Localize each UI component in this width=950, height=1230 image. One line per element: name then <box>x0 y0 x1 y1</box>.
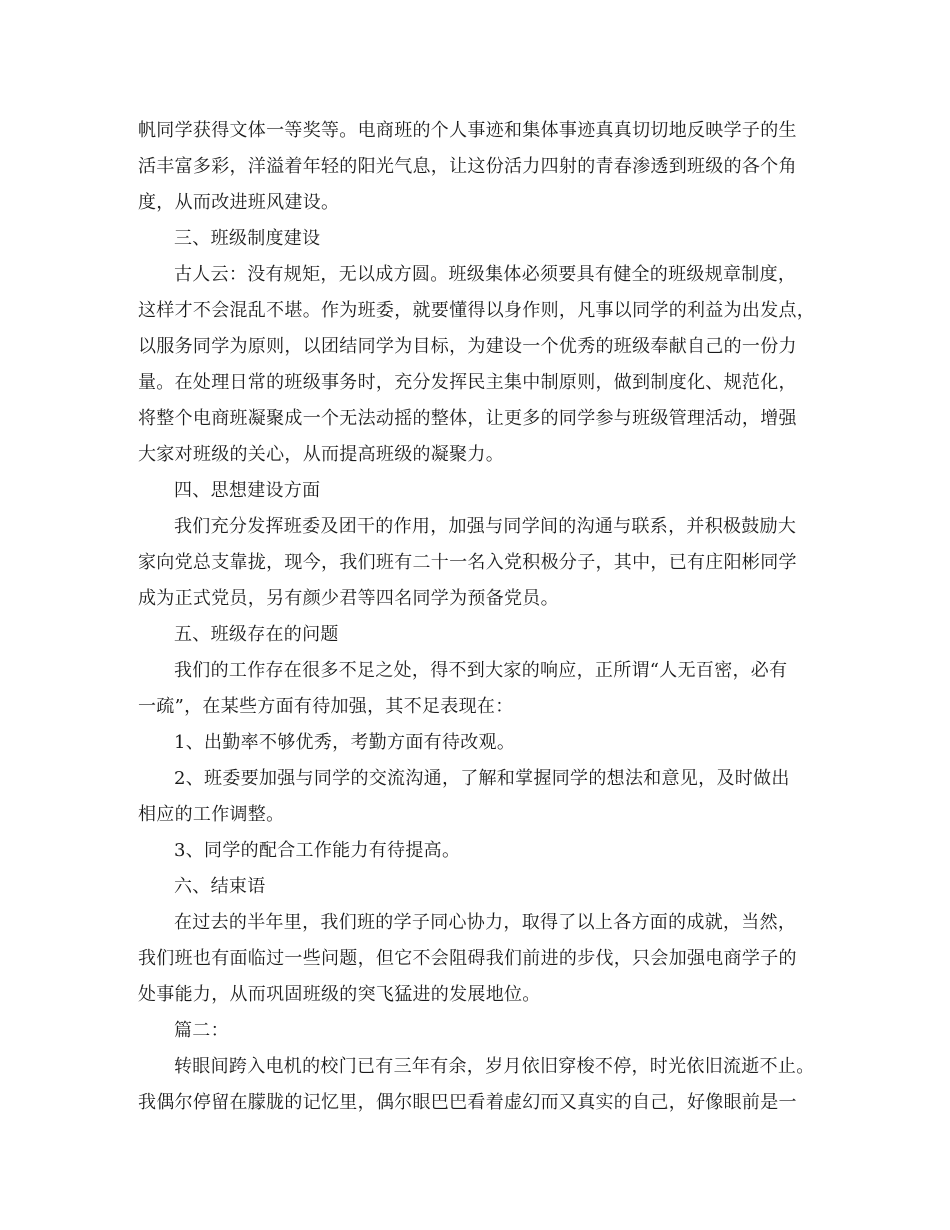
document-line: 三、班级制度建设 <box>174 228 321 249</box>
document-line: 我们的工作存在很多不足之处，得不到大家的响应，正所谓“人无百密，必有 <box>174 660 788 681</box>
document-line: 转眼间跨入电机的校门已有三年有余，岁月依旧穿梭不停，时光依旧流逝不止。 <box>174 1056 815 1077</box>
document-line: 量。在处理日常的班级事务时，充分发挥民主集中制原则，做到制度化、规范化， <box>138 372 797 393</box>
document-line: 我们班也有面临过一些问题，但它不会阻碍我们前进的步伐，只会加强电商学子的 <box>138 948 797 969</box>
document-line: 大家对班级的关心，从而提高班级的凝聚力。 <box>138 444 504 465</box>
document-line: 古人云：没有规矩，无以成方圆。班级集体必须要具有健全的班级规章制度， <box>174 264 797 285</box>
document-line: 处事能力，从而巩固班级的突飞猛进的发展地位。 <box>138 984 541 1005</box>
document-line: 我们充分发挥班委及团干的作用，加强与同学间的沟通与联系，并积极鼓励大 <box>174 516 797 537</box>
document-line: 成为正式党员，另有颜少君等四名同学为预备党员。 <box>138 588 559 609</box>
document-line: 五、班级存在的问题 <box>174 624 339 645</box>
document-body <box>138 116 828 1118</box>
document-line: 篇二： <box>174 1020 229 1041</box>
document-line: 相应的工作调整。 <box>138 804 285 825</box>
document-line: 将整个电商班凝聚成一个无法动摇的整体，让更多的同学参与班级管理活动，增强 <box>138 408 797 429</box>
document-line: 家向党总支靠拢，现今，我们班有二十一名入党积极分子，其中，已有庄阳彬同学 <box>138 552 797 573</box>
document-line: 以服务同学为原则，以团结同学为目标，为建设一个优秀的班级奉献自己的一份力 <box>138 336 797 357</box>
document-line: 我偶尔停留在朦胧的记忆里，偶尔眼巴巴看着虚幻而又真实的自己，好像眼前是一 <box>138 1092 797 1113</box>
document-line: 一疏”，在某些方面有待加强，其不足表现在： <box>138 696 514 717</box>
document-line: 2、班委要加强与同学的交流沟通，了解和掌握同学的想法和意见，及时做出 <box>174 768 790 789</box>
document-line: 六、结束语 <box>174 876 266 897</box>
document-line: 1、出勤率不够优秀，考勤方面有待改观。 <box>174 732 516 753</box>
document-line: 在过去的半年里，我们班的学子同心协力，取得了以上各方面的成就，当然， <box>174 912 797 933</box>
document-line: 这样才不会混乱不堪。作为班委，就要懂得以身作则，凡事以同学的利益为出发点， <box>138 300 816 321</box>
document-line: 度，从而改进班风建设。 <box>138 192 340 213</box>
document-line: 活丰富多彩，洋溢着年轻的阳光气息，让这份活力四射的青春渗透到班级的各个角 <box>138 156 797 177</box>
document-line: 帆同学获得文体一等奖等。电商班的个人事迹和集体事迹真真切切地反映学子的生 <box>138 120 797 141</box>
document-line: 3、同学的配合工作能力有待提高。 <box>174 840 461 861</box>
document-line: 四、思想建设方面 <box>174 480 321 501</box>
